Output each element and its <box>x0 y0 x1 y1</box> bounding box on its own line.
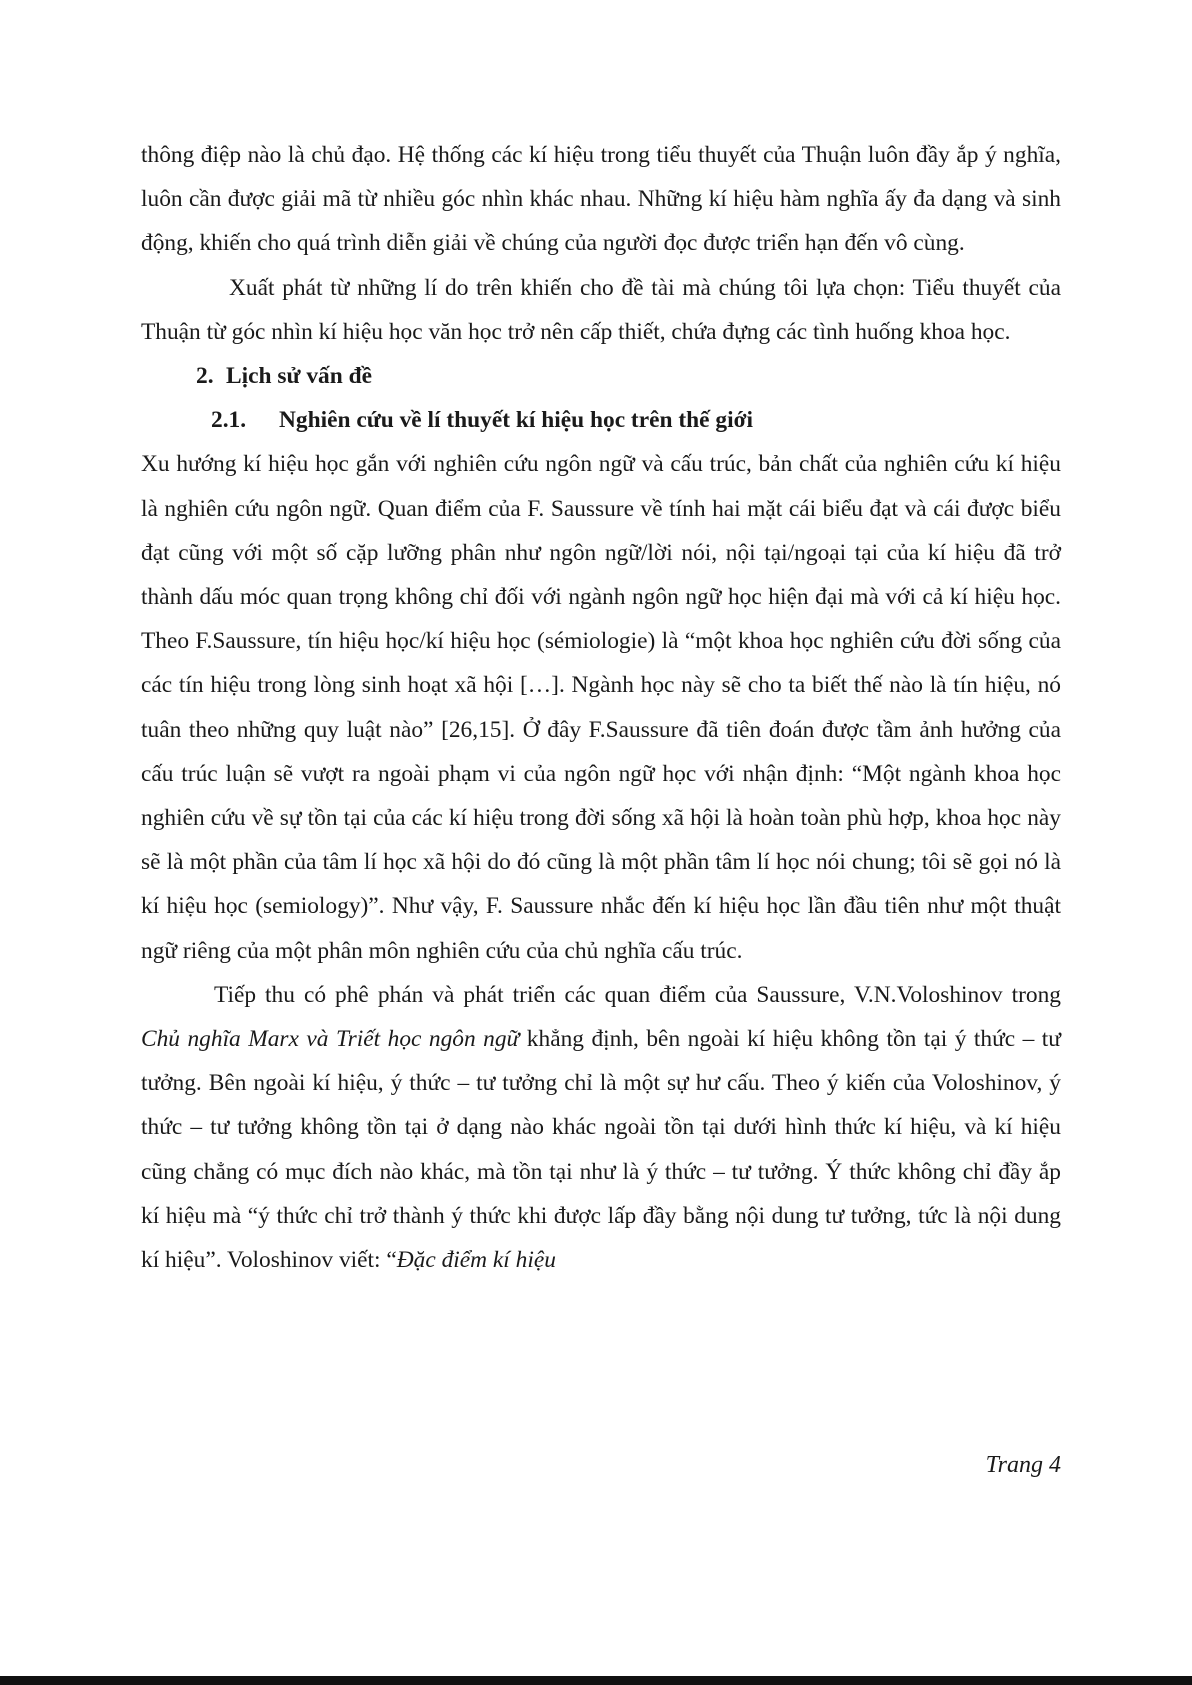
subsection-heading <box>141 398 1061 442</box>
subsection-title: Nghiên cứu về lí thuyết kí hiệu học trên thế giới <box>279 407 754 434</box>
paragraph-voloshinov-part-2: khẳng định, bên ngoài kí hiệu không tồn tại ý thức – tư tưởng. Bên ngoài kí hiệu, ý thức – tư tưởng chỉ là một sự hư cấu. Theo ý kiến của Voloshinov, ý thức – tư tưởng không tồn tại ở dạng nào khác ngoài tồn tại dưới hình thức kí hiệu, và kí hiệu cũng chẳng có mục đích nào khác, mà tồn tại như là ý thức – tư tưởng. Ý thức không chỉ đầy ắp kí hiệu mà “ý thức chỉ trở thành ý thức khi được lấp đầy bằng nội dung tư tưởng, tức là nội dung kí hiệu”. Voloshinov viết: “ <box>141 1026 1061 1274</box>
paragraph-voloshinov-part-1: Tiếp thu có phê phán và phát triển các quan điểm của Saussure, V.N.Voloshinov trong <box>214 981 1061 1008</box>
scan-edge-bar <box>0 1676 1192 1685</box>
page-number: Trang 4 <box>985 1452 1061 1478</box>
section-number: 2. <box>196 363 214 390</box>
paragraph-voloshinov <box>141 973 1061 1282</box>
paragraph-saussure: Xu hướng kí hiệu học gắn với nghiên cứu ngôn ngữ và cấu trúc, bản chất của nghiên cứu kí hiệu là nghiên cứu ngôn ngữ. Quan điểm của F. Saussure về tính hai mặt cái biểu đạt và cái được biểu đạt cũng với một số cặp lưỡng phân như ngôn ngữ/lời nói, nội tại/ngoại tại của kí hiệu đã trở thành dấu móc quan trọng không chỉ đối với ngành ngôn ngữ học hiện đại mà với cả kí hiệu học. Theo F.Saussure, tín hiệu học/kí hiệu học (sémiologie) là “một khoa học nghiên cứu đời sống của các tín hiệu trong lòng sinh hoạt xã hội […]. Ngành học này sẽ cho ta biết thế nào là tín hiệu, nó tuân theo những quy luật nào” [26,15]. Ở đây F.Saussure đã tiên đoán được tầm ảnh hưởng của cấu trúc luận sẽ vượt ra ngoài phạm vi của ngôn ngữ học với nhận định: “Một ngành khoa học nghiên cứu về sự tồn tại của các kí hiệu trong đời sống xã hội là hoàn toàn phù hợp, khoa học này sẽ là một phần của tâm lí học xã hội do đó cũng là một phần tâm lí học nói chung; tôi sẽ gọi nó là kí hiệu học (semiology)”. Như vậy, F. Saussure nhắc đến kí hiệu học lần đầu tiên như một thuật ngữ riêng của một phân môn nghiên cứu của chủ nghĩa cấu trúc. <box>141 451 1061 964</box>
subsection-number: 2.1. <box>211 407 247 434</box>
paragraph-rationale: Xuất phát từ những lí do trên khiến cho đề tài mà chúng tôi lựa chọn: Tiểu thuyết của Thuận từ góc nhìn kí hiệu học văn học trở nên cấp thiết, chứa đựng các tình huống khoa học. <box>141 274 1061 345</box>
quote-start-italic: Đặc điểm kí hiệu <box>396 1247 556 1274</box>
book-title: Chủ nghĩa Marx và Triết học ngôn ngữ <box>141 1026 520 1053</box>
section-heading <box>141 354 1061 398</box>
paragraph-continuation: thông điệp nào là chủ đạo. Hệ thống các kí hiệu trong tiểu thuyết của Thuận luôn đầy ắp ý nghĩa, luôn cần được giải mã từ nhiều góc nhìn khác nhau. Những kí hiệu hàm nghĩa ấy đa dạng và sinh động, khiến cho quá trình diễn giải về chúng của người đọc được triển hạn đến vô cùng. <box>141 142 1061 257</box>
page-body <box>141 133 1061 1282</box>
section-title: Lịch sử vấn đề <box>226 363 372 390</box>
